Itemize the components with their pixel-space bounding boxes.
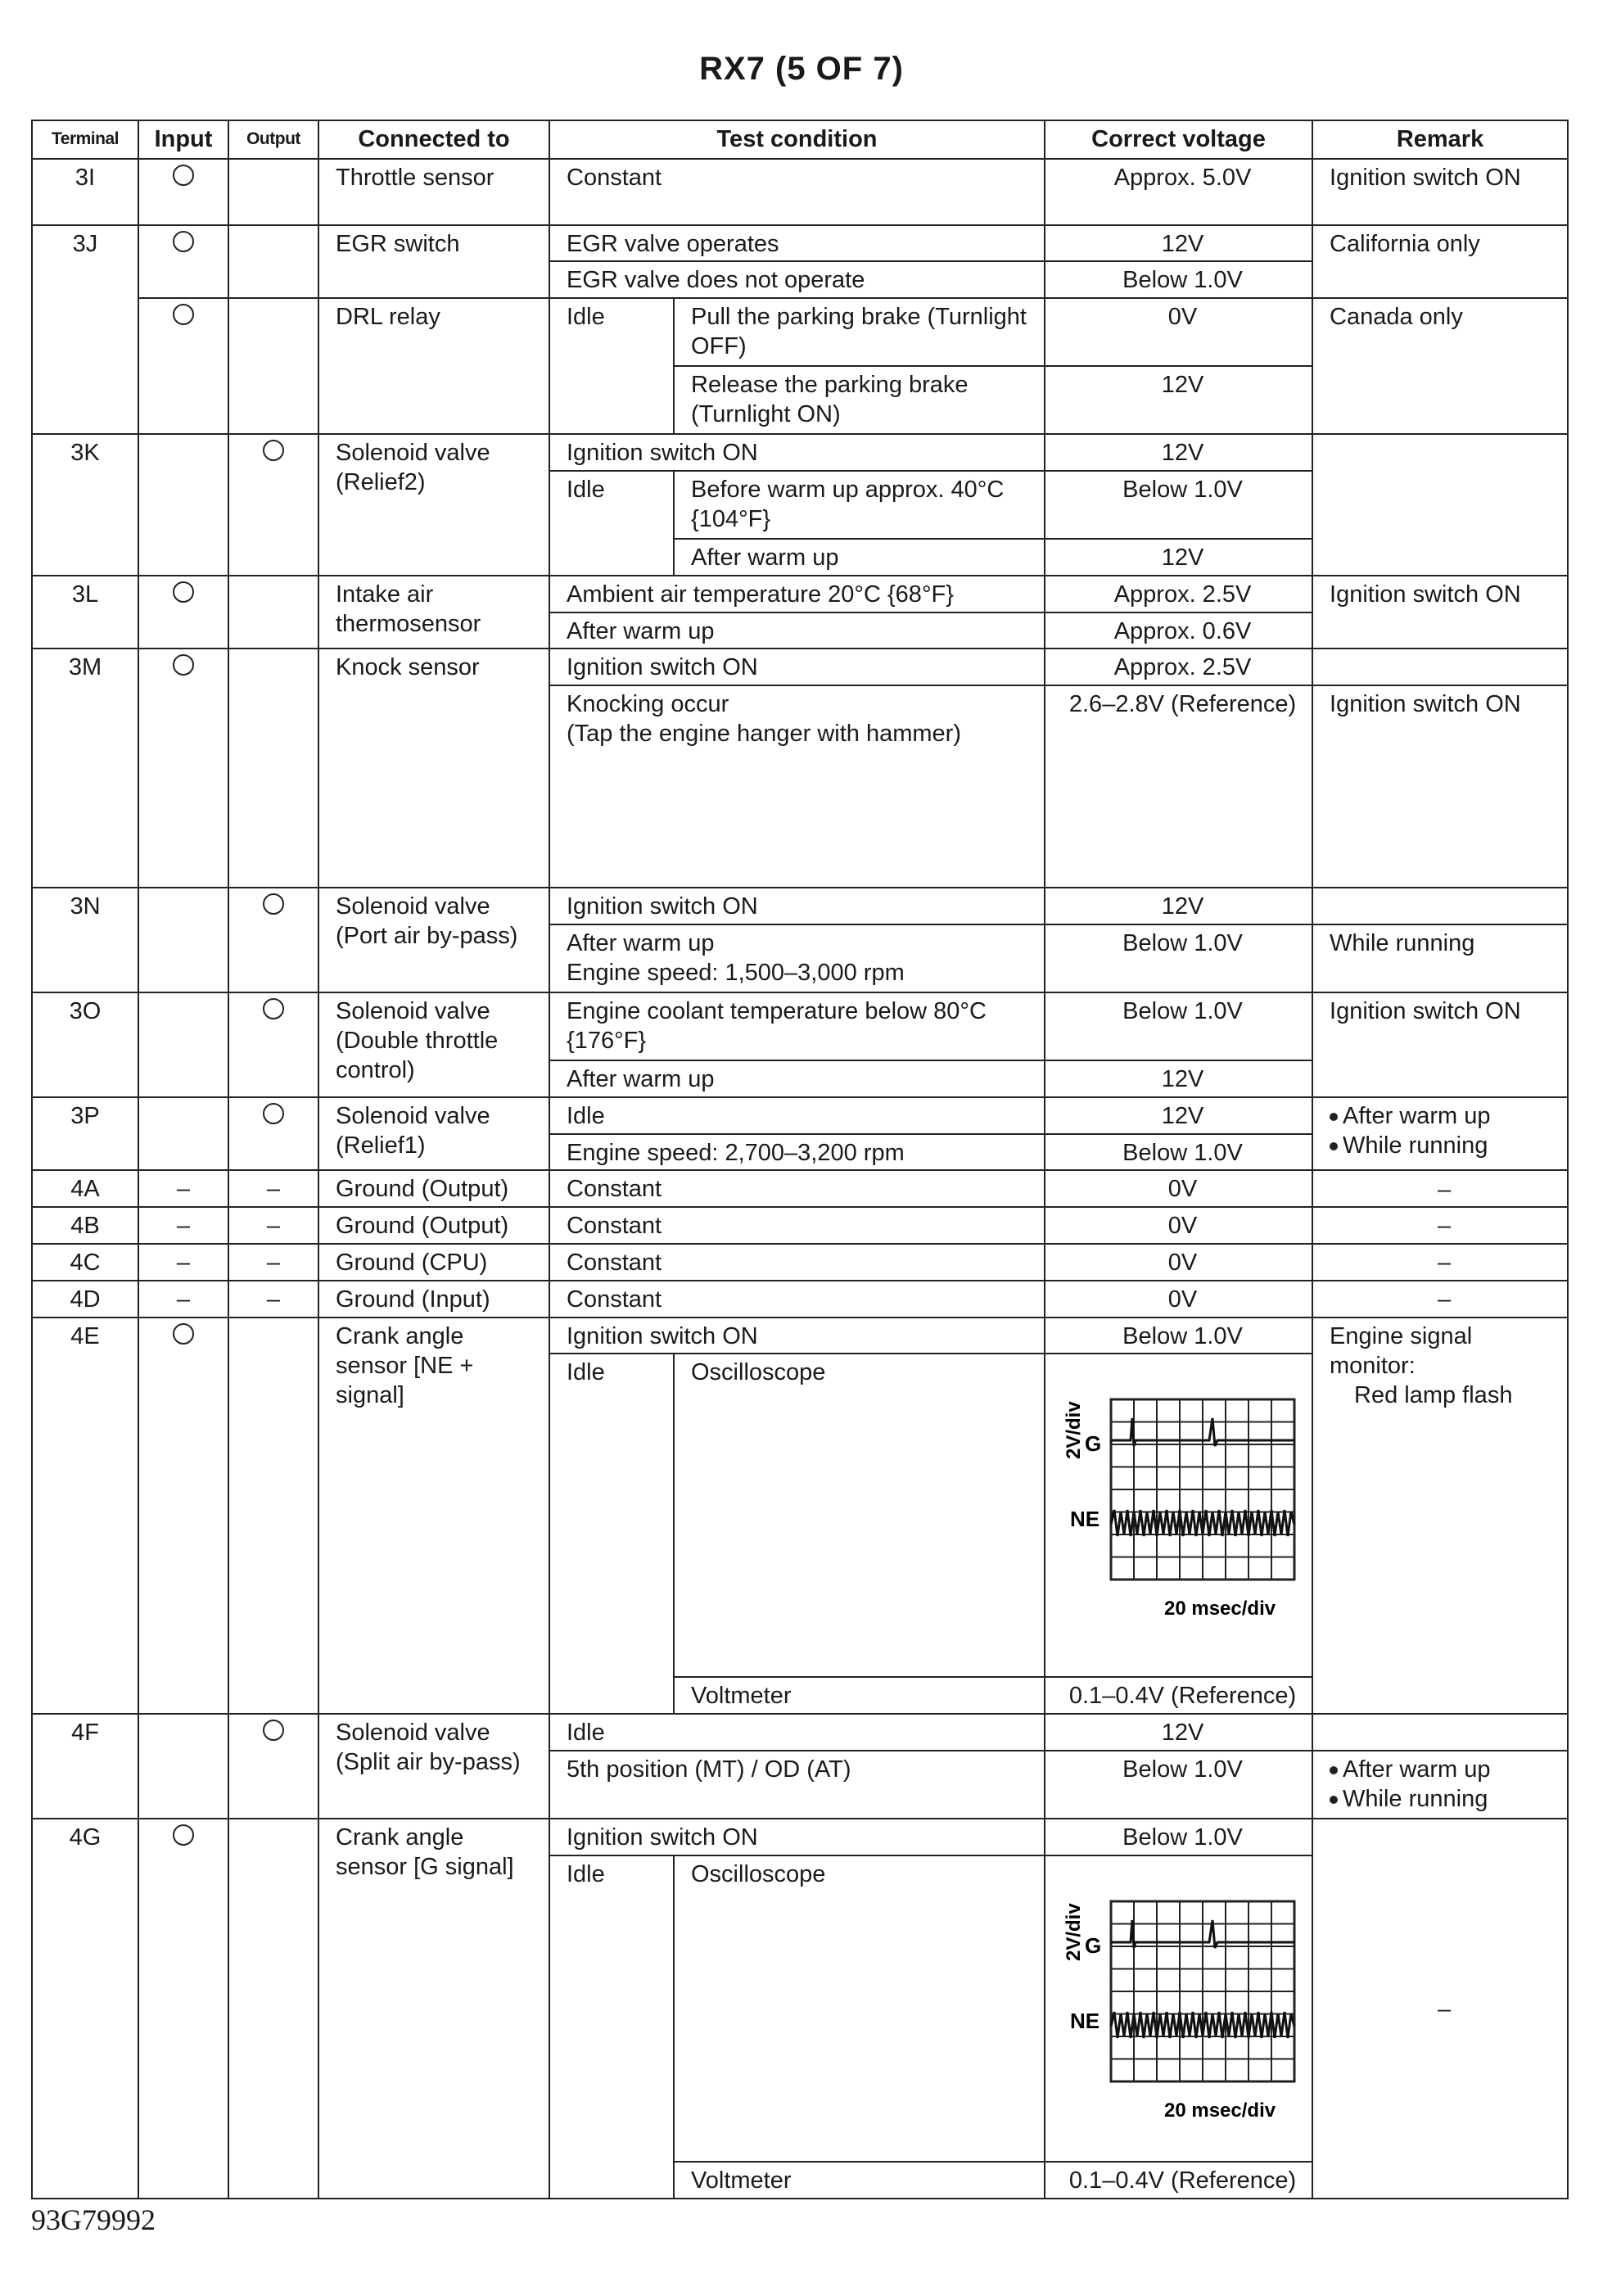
remark-cell [1312, 1317, 1568, 1714]
output-cell [228, 576, 318, 649]
voltage-cell: Approx. 0.6V [1045, 612, 1312, 649]
tdiv-label: 20 msec/div [1164, 1598, 1276, 1620]
condition-cell: Idle [549, 471, 674, 576]
oscilloscope-cell [1045, 1855, 1312, 2163]
circle-icon [263, 998, 284, 1019]
circle-icon [263, 893, 284, 915]
voltage-cell: Below 1.0V [1045, 1819, 1312, 1855]
voltage-cell: 0V [1045, 1281, 1312, 1317]
remark-cell: California only [1312, 225, 1568, 299]
remark-cell [1312, 649, 1568, 685]
test-line: After warm up [567, 929, 715, 956]
input-cell: – [138, 1244, 228, 1281]
voltage-cell: 0V [1045, 1244, 1312, 1281]
oscilloscope-waveform [1045, 1354, 1312, 1625]
test-cell: Ignition switch ON [549, 434, 1045, 471]
oscilloscope-waveform [1045, 1856, 1312, 2127]
connected-cell: DRL relay [318, 298, 549, 434]
terminal-cell: 3P [32, 1097, 138, 1171]
header-connected: Connected to [318, 120, 549, 159]
terminal-cell: 3J [32, 225, 138, 435]
voltage-cell: 12V [1045, 539, 1312, 576]
test-cell: Ignition switch ON [549, 1819, 1045, 1855]
input-cell [138, 576, 228, 649]
voltage-cell: Below 1.0V [1045, 924, 1312, 992]
terminal-cell: 3N [32, 888, 138, 992]
voltage-cell: Below 1.0V [1045, 992, 1312, 1060]
remark-cell: Ignition switch ON [1312, 685, 1568, 888]
voltage-cell: 0.1–0.4V (Reference) [1045, 2162, 1312, 2199]
remark-cell [1312, 1714, 1568, 1751]
voltage-cell: 12V [1045, 225, 1312, 262]
document-code: 93G79992 [31, 2203, 156, 2236]
remark-cell [1312, 434, 1568, 576]
remark-cell: Ignition switch ON [1312, 992, 1568, 1097]
header-row [32, 120, 1568, 159]
test-cell: Ignition switch ON [549, 649, 1045, 685]
test-cell: EGR valve operates [549, 225, 1045, 262]
circle-icon [173, 581, 194, 603]
circle-icon [173, 304, 194, 325]
terminal-cell: 4A [32, 1170, 138, 1207]
subcondition-cell: Oscilloscope [674, 1855, 1045, 2163]
table-row [32, 1317, 1568, 1354]
test-line: Engine speed: 1,500–3,000 rpm [567, 960, 905, 987]
terminal-cell: 3L [32, 576, 138, 649]
remark-cell: – [1312, 1281, 1568, 1317]
test-cell: Ambient air temperature 20°C {68°F} [549, 576, 1045, 612]
connected-cell: Ground (CPU) [318, 1244, 549, 1281]
circle-icon [173, 1323, 194, 1345]
subcondition-cell: Before warm up approx. 40°C {104°F} [674, 471, 1045, 539]
voltage-cell: 12V [1045, 366, 1312, 434]
input-cell [138, 992, 228, 1097]
test-cell: Constant [549, 1207, 1045, 1244]
test-cell: Ignition switch ON [549, 1317, 1045, 1354]
table-row [32, 1170, 1568, 1207]
subcondition-cell: Pull the parking brake (Turnlight OFF) [674, 298, 1045, 366]
remark-cell [1312, 888, 1568, 924]
connected-cell: Crank angle sensor [G signal] [318, 1819, 549, 2199]
output-cell: – [228, 1170, 318, 1207]
connected-cell: Throttle sensor [318, 159, 549, 225]
subcondition-cell: Voltmeter [674, 1677, 1045, 1714]
page-title: RX7 (5 OF 7) [699, 51, 904, 87]
remark-line: After warm up [1330, 1755, 1559, 1784]
scope-grid [1111, 1399, 1294, 1580]
voltage-cell: 0V [1045, 1207, 1312, 1244]
test-cell: After warm up [549, 612, 1045, 649]
input-cell [138, 649, 228, 888]
input-cell [138, 1819, 228, 2199]
table-row [32, 1244, 1568, 1281]
table-row [32, 649, 1568, 685]
test-cell: Constant [549, 1170, 1045, 1207]
oscilloscope-svg [1045, 1354, 1312, 1657]
oscilloscope-svg [1045, 1856, 1312, 2151]
subcondition-cell: Release the parking brake (Turnlight ON) [674, 366, 1045, 434]
bullet-icon [1330, 1766, 1338, 1774]
test-line: Knocking occur [567, 691, 729, 718]
terminal-cell: 4C [32, 1244, 138, 1281]
test-cell [549, 924, 1045, 992]
remark-cell: While running [1312, 924, 1568, 992]
circle-icon [263, 1720, 284, 1741]
condition-cell: Idle [549, 1354, 674, 1714]
terminal-cell: 4B [32, 1207, 138, 1244]
test-cell [549, 685, 1045, 888]
circle-icon [173, 165, 194, 186]
remark-line: While running [1330, 1131, 1559, 1160]
voltage-cell: Below 1.0V [1045, 1134, 1312, 1171]
remark-line: Red lamp flash [1354, 1382, 1513, 1409]
oscilloscope-cell [1045, 1354, 1312, 1677]
voltage-cell: 12V [1045, 1714, 1312, 1751]
remark-cell: – [1312, 1207, 1568, 1244]
header-terminal: Terminal [32, 120, 138, 159]
terminal-cell: 4G [32, 1819, 138, 2199]
output-cell [228, 159, 318, 225]
table-row [32, 1714, 1568, 1751]
terminal-cell: 4E [32, 1317, 138, 1714]
table-row [32, 888, 1568, 924]
remark-line: Engine signal monitor: [1330, 1322, 1473, 1379]
terminal-cell: 3O [32, 992, 138, 1097]
input-cell [138, 1317, 228, 1714]
connected-cell: Solenoid valve (Double throttle control) [318, 992, 549, 1097]
connected-cell: Knock sensor [318, 649, 549, 888]
terminal-cell: 3K [32, 434, 138, 576]
voltage-cell: 2.6–2.8V (Reference) [1045, 685, 1312, 888]
terminal-cell: 4F [32, 1714, 138, 1819]
voltage-cell: 12V [1045, 434, 1312, 471]
input-cell [138, 1097, 228, 1171]
circle-icon [173, 231, 194, 252]
scope-grid [1111, 1901, 1294, 2081]
header-input: Input [138, 120, 228, 159]
remark-cell: – [1312, 1819, 1568, 2199]
ne-label: NE [1070, 2008, 1100, 2033]
output-cell: – [228, 1207, 318, 1244]
table-row [32, 1207, 1568, 1244]
header-output: Output [228, 120, 318, 159]
tdiv-label: 20 msec/div [1164, 2099, 1276, 2122]
condition-cell: Idle [549, 1855, 674, 2199]
voltage-cell: Approx. 2.5V [1045, 649, 1312, 685]
remark-line: After warm up [1330, 1101, 1559, 1131]
subcondition-cell: Oscilloscope [674, 1354, 1045, 1677]
remark-cell: – [1312, 1244, 1568, 1281]
condition-cell: Idle [549, 298, 674, 434]
remark-cell [1312, 1097, 1568, 1171]
table-row [32, 1819, 1568, 1855]
voltage-cell: Approx. 2.5V [1045, 576, 1312, 612]
voltage-cell: 0.1–0.4V (Reference) [1045, 1677, 1312, 1714]
table-row [32, 992, 1568, 1060]
bullet-icon [1330, 1113, 1338, 1121]
connected-cell: Ground (Input) [318, 1281, 549, 1317]
voltage-cell: 0V [1045, 1170, 1312, 1207]
output-cell [228, 1317, 318, 1714]
table-row [32, 434, 1568, 471]
table-row [32, 1097, 1568, 1134]
table-row [32, 1281, 1568, 1317]
output-cell: – [228, 1281, 318, 1317]
remark-line: While running [1330, 1784, 1559, 1814]
output-cell [228, 225, 318, 299]
remark-cell: Ignition switch ON [1312, 576, 1568, 649]
remark-cell: Canada only [1312, 298, 1568, 434]
connected-cell: Crank angle sensor [NE + signal] [318, 1317, 549, 1714]
test-cell: 5th position (MT) / OD (AT) [549, 1751, 1045, 1819]
input-cell: – [138, 1207, 228, 1244]
g-label: G [1085, 1932, 1102, 1958]
output-cell: – [228, 1244, 318, 1281]
terminal-cell: 3I [32, 159, 138, 225]
circle-icon [173, 1824, 194, 1846]
voltage-cell: 12V [1045, 1060, 1312, 1097]
vdiv-label: 2V/div [1063, 1401, 1086, 1460]
input-cell [138, 298, 228, 434]
output-cell [228, 888, 318, 992]
input-cell [138, 225, 228, 299]
voltage-cell: Below 1.0V [1045, 1751, 1312, 1819]
table-row [32, 159, 1568, 225]
subcondition-cell: After warm up [674, 539, 1045, 576]
output-cell [228, 649, 318, 888]
voltage-cell: Below 1.0V [1045, 1317, 1312, 1354]
input-cell [138, 888, 228, 992]
terminal-voltage-table [31, 120, 1569, 2199]
test-cell: EGR valve does not operate [549, 261, 1045, 298]
input-cell [138, 434, 228, 576]
remark-cell [1312, 1751, 1568, 1819]
table-row [32, 576, 1568, 612]
table-row [32, 225, 1568, 262]
input-cell: – [138, 1170, 228, 1207]
voltage-cell: 12V [1045, 1097, 1312, 1134]
test-cell: Constant [549, 1244, 1045, 1281]
connected-cell: EGR switch [318, 225, 549, 299]
connected-cell: Solenoid valve (Relief2) [318, 434, 549, 576]
bullet-icon [1330, 1142, 1338, 1150]
remark-cell: – [1312, 1170, 1568, 1207]
header-voltage: Correct voltage [1045, 120, 1312, 159]
voltage-cell: 0V [1045, 298, 1312, 366]
test-cell: Idle [549, 1097, 1045, 1134]
output-cell [228, 1819, 318, 2199]
connected-cell: Ground (Output) [318, 1170, 549, 1207]
test-line: (Tap the engine hanger with hammer) [567, 721, 961, 748]
connected-cell: Solenoid valve (Relief1) [318, 1097, 549, 1171]
bullet-icon [1330, 1796, 1338, 1804]
test-cell: Engine coolant temperature below 80°C {176°F} [549, 992, 1045, 1060]
header-test: Test condition [549, 120, 1045, 159]
voltage-cell: Below 1.0V [1045, 261, 1312, 298]
table-row [32, 298, 1568, 366]
header-remark: Remark [1312, 120, 1568, 159]
test-cell: Constant [549, 159, 1045, 225]
input-cell: – [138, 1281, 228, 1317]
input-cell [138, 159, 228, 225]
connected-cell: Solenoid valve (Port air by-pass) [318, 888, 549, 992]
input-cell [138, 1714, 228, 1819]
test-cell: After warm up [549, 1060, 1045, 1097]
remark-cell: Ignition switch ON [1312, 159, 1568, 225]
test-cell: Idle [549, 1714, 1045, 1751]
voltage-cell: Approx. 5.0V [1045, 159, 1312, 225]
circle-icon [173, 654, 194, 676]
subcondition-cell: Voltmeter [674, 2162, 1045, 2199]
terminal-cell: 4D [32, 1281, 138, 1317]
voltage-cell: Below 1.0V [1045, 471, 1312, 539]
voltage-cell: 12V [1045, 888, 1312, 924]
test-cell: Engine speed: 2,700–3,200 rpm [549, 1134, 1045, 1171]
test-cell: Ignition switch ON [549, 888, 1045, 924]
test-cell: Constant [549, 1281, 1045, 1317]
vdiv-label: 2V/div [1063, 1902, 1086, 1961]
terminal-cell: 3M [32, 649, 138, 888]
circle-icon [263, 440, 284, 461]
ne-label: NE [1070, 1507, 1100, 1532]
output-cell [228, 1714, 318, 1819]
g-label: G [1085, 1431, 1102, 1457]
connected-cell: Ground (Output) [318, 1207, 549, 1244]
circle-icon [263, 1103, 284, 1124]
output-cell [228, 298, 318, 434]
output-cell [228, 434, 318, 576]
output-cell [228, 992, 318, 1097]
output-cell [228, 1097, 318, 1171]
connected-cell: Solenoid valve (Split air by-pass) [318, 1714, 549, 1819]
connected-cell: Intake air thermosensor [318, 576, 549, 649]
